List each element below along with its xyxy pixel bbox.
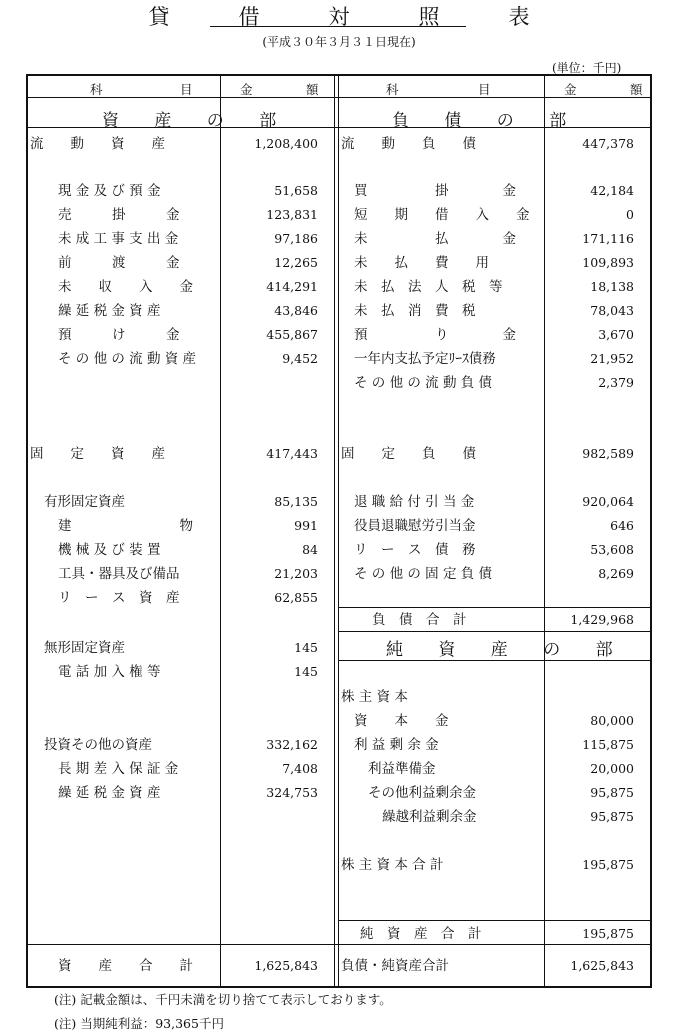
- left-value: 51,658: [274, 183, 318, 198]
- right-column-divider: [544, 74, 545, 988]
- header-kamoku-right: 科: [386, 82, 399, 97]
- header-kin: 金: [240, 82, 253, 97]
- left-row: 建 物: [58, 518, 193, 534]
- header-gaku: 額: [306, 82, 319, 97]
- right-row: そ の 他 の 流 動 負 債: [354, 375, 493, 391]
- right-row: 資 本 金: [354, 713, 449, 729]
- liabilities-total-top-rule: [338, 607, 652, 608]
- right-value: 78,043: [590, 303, 634, 318]
- left-row: 売 掛 金: [58, 207, 180, 223]
- right-value: 53,608: [590, 542, 634, 557]
- center-divider-b: [338, 74, 339, 988]
- section-assets: 資 産 の 部: [102, 111, 292, 131]
- right-value: 21,952: [590, 351, 634, 366]
- left-value: 455,867: [266, 327, 318, 342]
- right-value: 0: [626, 207, 634, 222]
- right-row: 利 益 剰 余 金: [354, 737, 439, 753]
- right-row: 未 払 消 費 税: [354, 303, 476, 319]
- section-liabilities: 負 債 の 部: [392, 111, 582, 131]
- left-row: 機 械 及 び 装 置: [58, 542, 161, 558]
- right-row: その他利益剰余金: [368, 785, 476, 801]
- total-liabilities-net-assets-label: 負債・純資産合計: [341, 958, 449, 974]
- right-row: 未 払 費 用: [354, 255, 489, 271]
- net-assets-total-top-rule: [338, 920, 652, 921]
- shareholders-equity-total-label: 株 主 資 本 合 計: [341, 857, 444, 873]
- left-row: 預 け 金: [58, 327, 180, 343]
- left-row-fixed-assets: 固 定 資 産: [30, 446, 165, 462]
- left-value-fixed-assets: 417,443: [266, 446, 318, 461]
- left-row: 繰 延 税 金 資 産: [58, 303, 161, 319]
- left-value-current-assets: 1,208,400: [254, 136, 318, 151]
- right-value-fixed-liabilities: 982,589: [582, 446, 634, 461]
- right-value: 20,000: [590, 761, 634, 776]
- total-liabilities-net-assets-value: 1,625,843: [570, 958, 634, 973]
- right-value: 18,138: [590, 279, 634, 294]
- right-value: 95,875: [590, 785, 634, 800]
- right-value: 3,670: [598, 327, 634, 342]
- left-value: 7,408: [282, 761, 318, 776]
- right-value: 2,379: [598, 375, 634, 390]
- left-value: 43,846: [274, 303, 318, 318]
- left-row: 繰 延 税 金 資 産: [58, 785, 161, 801]
- right-row-fixed-liabilities: 固 定 負 債: [341, 446, 476, 462]
- right-row: 買 掛 金: [354, 183, 516, 199]
- liabilities-total-bottom-rule: [338, 631, 652, 632]
- shareholders-equity-total-value: 195,875: [582, 857, 634, 872]
- header-kin-right: 金: [564, 82, 577, 97]
- left-value: 62,855: [274, 590, 318, 605]
- left-row-current-assets: 流 動 資 産: [30, 136, 165, 152]
- left-value: 991: [294, 518, 318, 533]
- right-row: 未 払 法 人 税 等: [354, 279, 503, 295]
- left-value: 145: [294, 664, 318, 679]
- left-value-investments: 332,162: [266, 737, 318, 752]
- grand-total-rule: [26, 944, 652, 945]
- right-row: 利益準備金: [368, 761, 436, 777]
- right-value: 95,875: [590, 809, 634, 824]
- section-net-assets: 純 資 産 の 部: [386, 640, 628, 660]
- left-row: 未 収 入 金: [58, 279, 193, 295]
- total-liabilities-label: 負 債 合 計: [372, 612, 467, 628]
- left-row: 未 成 工 事 支 出 金: [58, 231, 179, 247]
- total-liabilities-value: 1,429,968: [570, 612, 634, 627]
- right-value: 646: [610, 518, 634, 533]
- right-row: 未 払 金: [354, 231, 516, 247]
- net-assets-total-value: 195,875: [582, 926, 634, 941]
- right-value: 42,184: [590, 183, 634, 198]
- left-row-investments: 投資その他の資産: [44, 737, 152, 753]
- note-rounding: (注) 記載金額は、千円未満を切り捨てて表示しております。: [54, 992, 392, 1007]
- right-row: 一年内支払予定ﾘｰｽ債務: [354, 351, 496, 367]
- right-value: 109,893: [582, 255, 634, 270]
- right-row: 退 職 給 付 引 当 金: [354, 494, 475, 510]
- right-value: 8,269: [598, 566, 634, 581]
- left-row: そ の 他 の 流 動 資 産: [58, 351, 197, 367]
- left-row: 長 期 差 入 保 証 金: [58, 761, 179, 777]
- title-underline: [210, 26, 466, 27]
- report-date: (平成３０年３月３１日現在): [262, 35, 416, 49]
- left-row: 前 渡 金: [58, 255, 180, 271]
- left-value: 21,203: [274, 566, 318, 581]
- right-row: 短 期 借 入 金: [354, 207, 530, 223]
- right-row: リ ー ス 債 務: [354, 542, 476, 558]
- right-row-current-liabilities: 流 動 負 債: [341, 136, 476, 152]
- right-value: 920,064: [582, 494, 634, 509]
- left-value: 414,291: [266, 279, 318, 294]
- center-divider-a: [334, 74, 335, 988]
- total-assets-label: 資 産 合 計: [58, 958, 193, 974]
- right-value: 171,116: [582, 231, 634, 246]
- left-row-intangible: 無形固定資産: [44, 640, 125, 656]
- right-row: 繰越利益剰余金: [382, 809, 477, 825]
- left-value: 12,265: [274, 255, 318, 270]
- header-moku-right: 目: [478, 82, 491, 97]
- left-row: 電 話 加 入 権 等: [58, 664, 161, 680]
- left-value: 9,452: [282, 351, 318, 366]
- right-value: 80,000: [590, 713, 634, 728]
- right-value-current-liabilities: 447,378: [582, 136, 634, 151]
- right-row: そ の 他 の 固 定 負 債: [354, 566, 493, 582]
- net-assets-section-rule: [338, 660, 652, 661]
- header-gaku-right: 額: [630, 82, 643, 97]
- left-value: 324,753: [266, 785, 318, 800]
- right-row: 預 り 金: [354, 327, 516, 343]
- left-value: 97,186: [274, 231, 318, 246]
- document-title: 貸 借 対 照 表: [148, 5, 554, 29]
- left-row-tangible: 有形固定資産: [44, 494, 125, 510]
- left-value-tangible: 85,135: [274, 494, 318, 509]
- unit-label: (単位：千円): [552, 61, 622, 75]
- header-kamoku: 科: [90, 82, 103, 97]
- right-value: 115,875: [582, 737, 634, 752]
- header-moku: 目: [180, 82, 193, 97]
- left-row: 現 金 及 び 預 金: [58, 183, 161, 199]
- left-row: リ ー ス 資 産: [58, 590, 180, 606]
- left-column-divider: [220, 74, 221, 988]
- left-value-intangible: 145: [294, 640, 318, 655]
- right-row-shareholders-equity: 株 主 資 本: [341, 689, 408, 705]
- note-net-income: (注) 当期純利益：93,365千円: [54, 1016, 224, 1031]
- right-row: 役員退職慰労引当金: [354, 518, 476, 534]
- left-value: 84: [302, 542, 318, 557]
- total-assets-value: 1,625,843: [254, 958, 318, 973]
- header-rule: [26, 97, 652, 98]
- net-assets-total-label: 純 資 産 合 計: [360, 926, 482, 942]
- left-row: 工具・器具及び備品: [58, 566, 180, 582]
- left-value: 123,831: [266, 207, 318, 222]
